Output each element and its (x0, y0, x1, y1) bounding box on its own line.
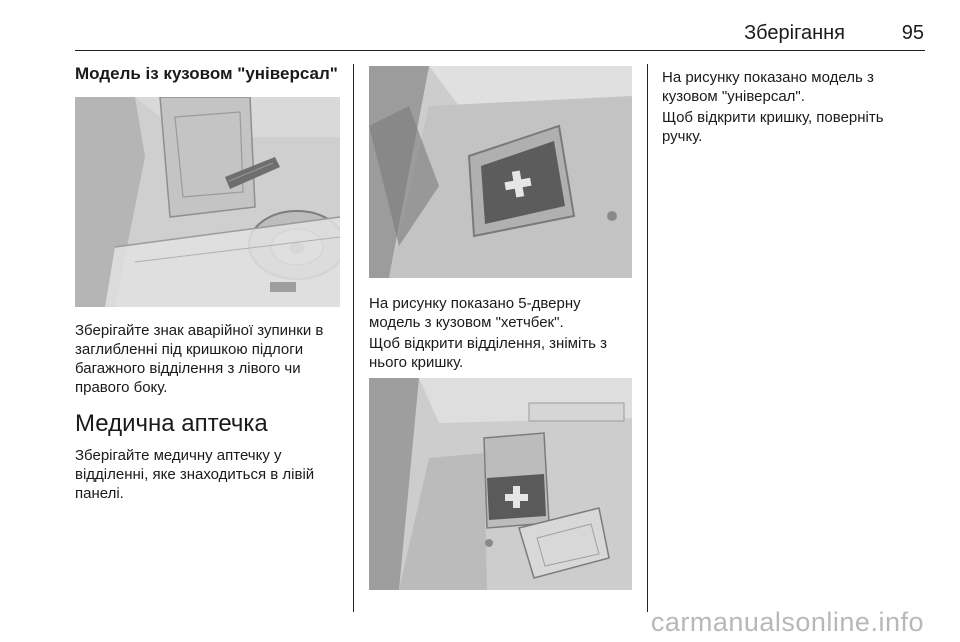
first-aid-storage-text: Зберігайте медичну аптечку у відділенні, яке знаходиться в лівій панелі. (75, 447, 315, 502)
first-aid-heading: Медична аптечка (75, 410, 268, 437)
hatchback-caption-text: На рисунку показано 5-дверну модель з кузовом "хетчбек". (369, 295, 581, 331)
column-divider-2 (647, 64, 648, 612)
warning-triangle-storage-text: Зберігайте знак аварійної зупинки в заглибленні під кришкою підлоги багажного відділення з лівого чи правого боку. (75, 322, 324, 396)
wagon-caption-text: На рисунку показано модель з кузовом "універсал". (662, 69, 874, 105)
header-divider (75, 50, 925, 51)
wagon-open-instruction-text: Щоб відкрити кришку, поверніть ручку. (662, 109, 884, 145)
trunk-floor-illustration (75, 97, 340, 307)
section-title: Модель із кузовом "універсал" (75, 64, 338, 83)
column-divider-1 (353, 64, 354, 612)
hatchback-open-instruction-text: Щоб відкрити відділення, зніміть з нього кришку. (369, 335, 608, 371)
page-number: 95 (901, 22, 924, 44)
wagon-first-aid-illustration (369, 378, 632, 590)
site-watermark: carmanualsonline.info (650, 607, 924, 637)
page-header-title: Зберігання (744, 22, 845, 44)
hatchback-first-aid-illustration (369, 66, 632, 278)
